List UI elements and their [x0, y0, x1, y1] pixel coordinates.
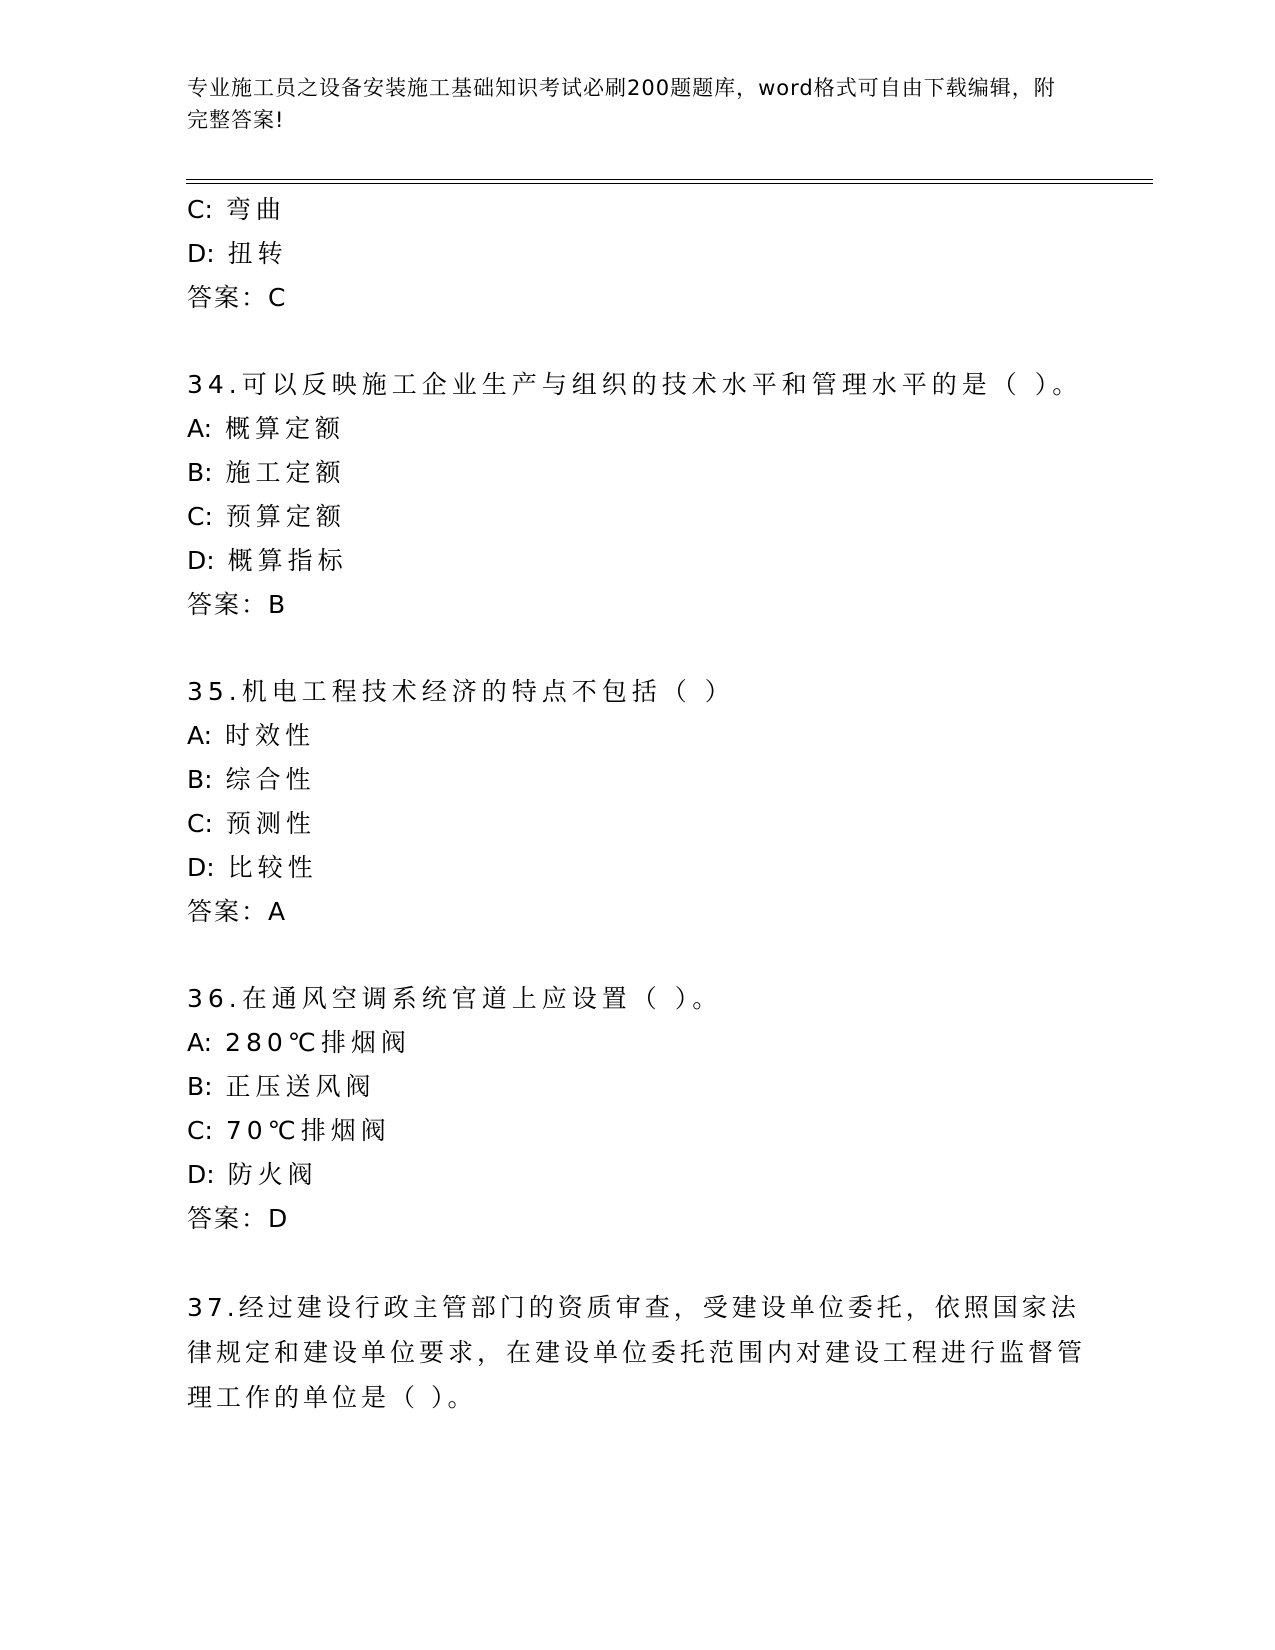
q33-answer: 答案：C	[187, 283, 288, 312]
q35-stem: 35.机电工程技术经济的特点不包括（ ）	[187, 677, 735, 706]
q34-stem: 34.可以反映施工企业生产与组织的技术水平和管理水平的是（ ）。	[187, 370, 1083, 399]
q35-answer: 答案：A	[187, 897, 288, 926]
q33-option-c: C: 弯曲	[187, 195, 286, 224]
q35-option-d: D: 比较性	[187, 853, 318, 882]
q33-option-d: D: 扭转	[187, 239, 288, 268]
q36-option-d: D: 防火阀	[187, 1160, 318, 1189]
q36-option-b: B: 正压送风阀	[187, 1072, 376, 1101]
q36-option-a: A: 280℃排烟阀	[187, 1028, 411, 1057]
q34-option-b: B: 施工定额	[187, 458, 346, 487]
q34-option-a: A: 概算定额	[187, 414, 346, 443]
q36-stem: 36.在通风空调系统官道上应设置（ ）。	[187, 984, 723, 1013]
q35-option-b: B: 综合性	[187, 765, 316, 794]
q35-option-c: C: 预测性	[187, 809, 316, 838]
q35-option-a: A: 时效性	[187, 721, 316, 750]
q34-option-d: D: 概算指标	[187, 546, 348, 575]
q36-option-c: C: 70℃排烟阀	[187, 1116, 391, 1145]
document-header: 专业施工员之设备安装施工基础知识考试必刷200题题库，word格式可自由下载编辑，附完整答案!	[187, 76, 1056, 132]
header-divider-bottom	[186, 183, 1153, 184]
q34-answer: 答案：B	[187, 590, 288, 619]
q37-stem: 37.经过建设行政主管部门的资质审查，受建设单位委托，依照国家法律规定和建设单位要求，在建设单位委托范围内对建设工程进行监督管理工作的单位是（ ）。	[187, 1293, 1087, 1412]
q36-answer: 答案：D	[187, 1204, 290, 1233]
q34-option-c: C: 预算定额	[187, 502, 346, 531]
header-divider-top	[186, 179, 1153, 180]
